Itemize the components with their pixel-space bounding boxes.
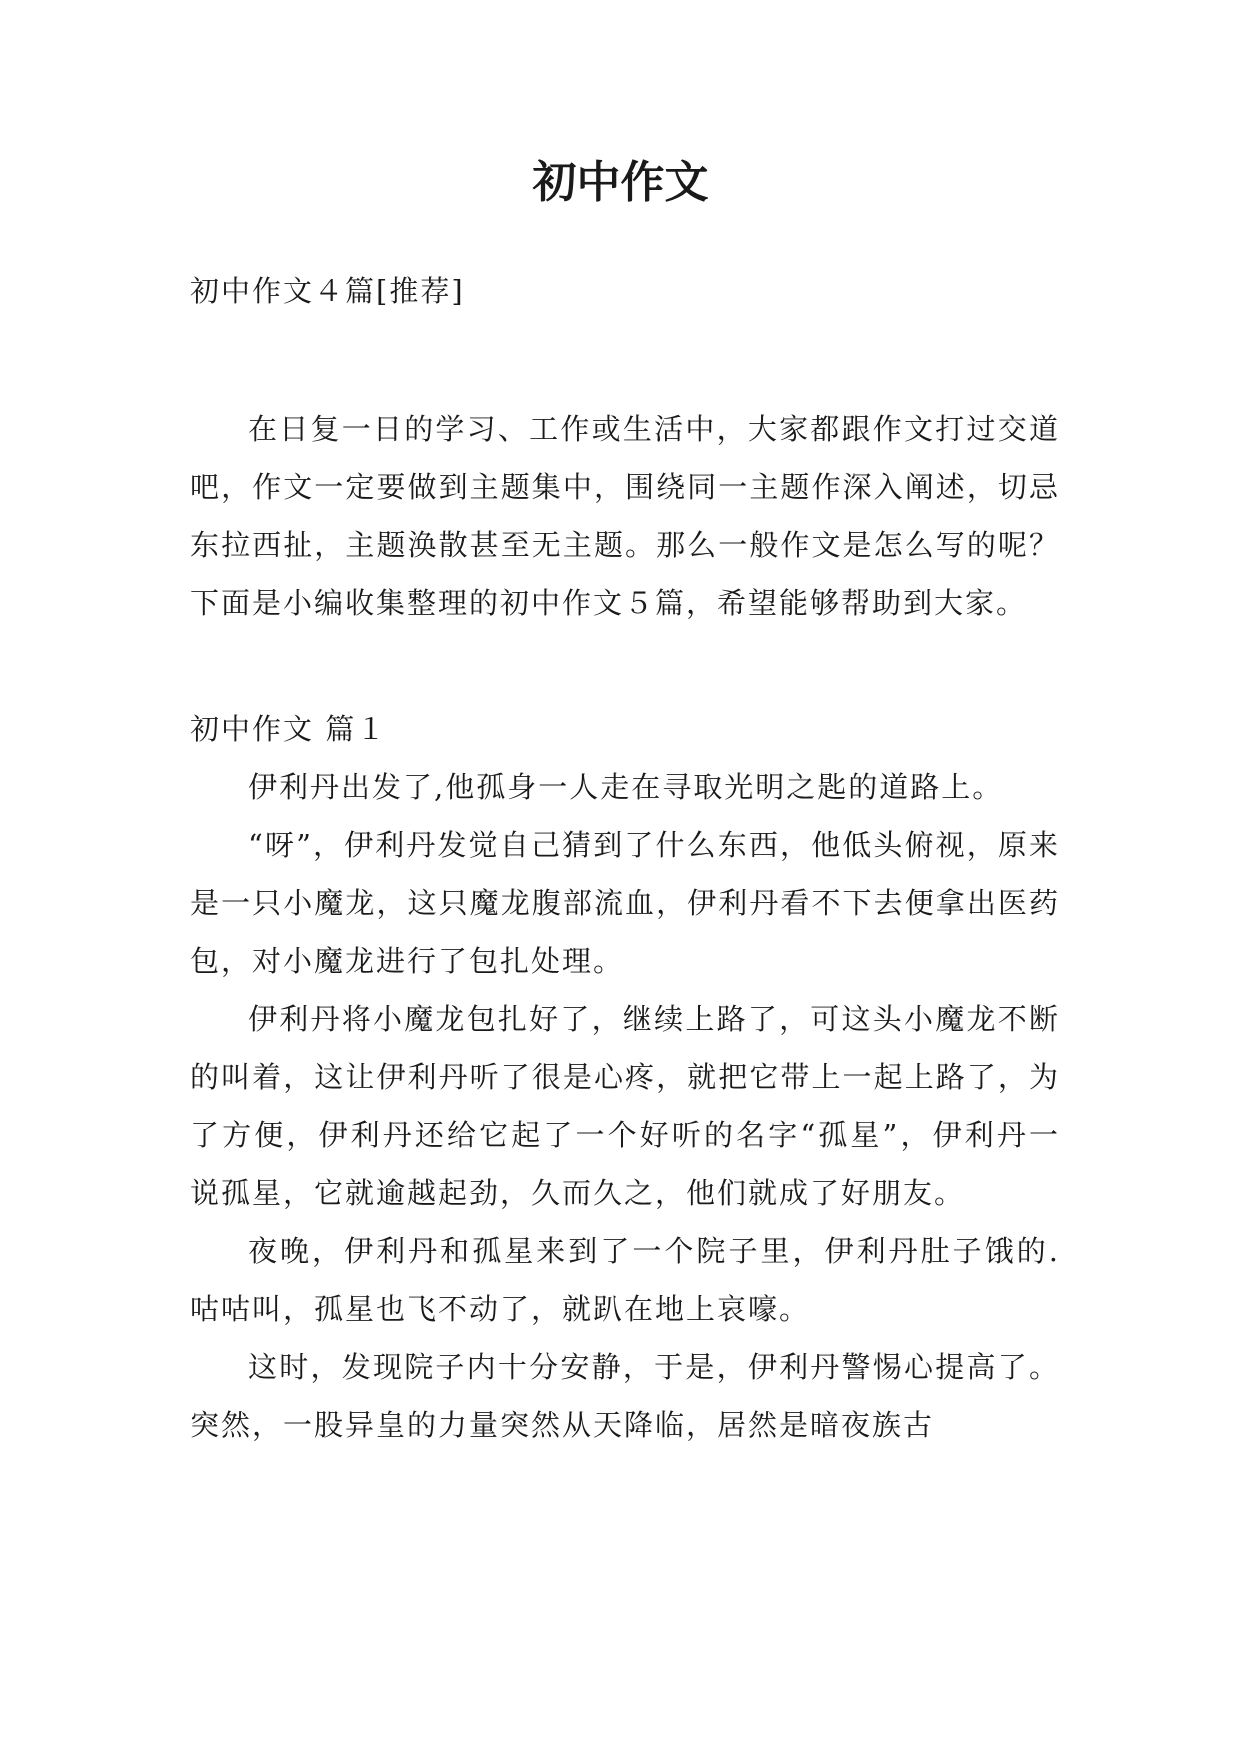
section-heading: 初中作文 篇１: [190, 712, 388, 746]
intro-paragraph: 在日复一日的学习、工作或生活中，大家都跟作文打过交道吧，作文一定要做到主题集中，围绕同一主题作深入阐述，切忌东拉西扯，主题涣散甚至无主题。那么一般作文是怎么写的呢？下面是小编收集整理的初中作文５篇，希望能够帮助到大家。: [190, 412, 1060, 620]
section-paragraph: “呀”，伊利丹发觉自己猜到了什么东西，他低头俯视，原来是一只小魔龙，这只魔龙腹部流血，伊利丹看不下去便拿出医药包，对小魔龙进行了包扎处理。: [190, 828, 1060, 978]
essay-section-1: [190, 700, 1060, 1454]
section-paragraph: 伊利丹出发了,他孤身一人走在寻取光明之匙的道路上。: [248, 770, 1004, 804]
document-title: 初中作文: [532, 157, 709, 208]
section-paragraph: 伊利丹将小魔龙包扎好了，继续上路了，可这头小魔龙不断的叫着，这让伊利丹听了很是心疼，就把它带上一起上路了，为了方便，伊利丹还给它起了一个好听的名字“孤星”，伊利丹一说孤星，它就逾越起劲，久而久之，他们就成了好朋友。: [190, 1002, 1060, 1210]
section-paragraph: 夜晚，伊利丹和孤星来到了一个院子里，伊利丹肚子饿的.咕咕叫，孤星也飞不动了，就趴在地上哀嚎。: [190, 1234, 1060, 1326]
document-subtitle: 初中作文４篇[推荐]: [190, 274, 465, 308]
section-paragraph: 这时，发现院子内十分安静，于是，伊利丹警惕心提高了。突然，一股异皇的力量突然从天降临，居然是暗夜族古: [190, 1350, 1060, 1442]
document-body: [190, 262, 1060, 1454]
